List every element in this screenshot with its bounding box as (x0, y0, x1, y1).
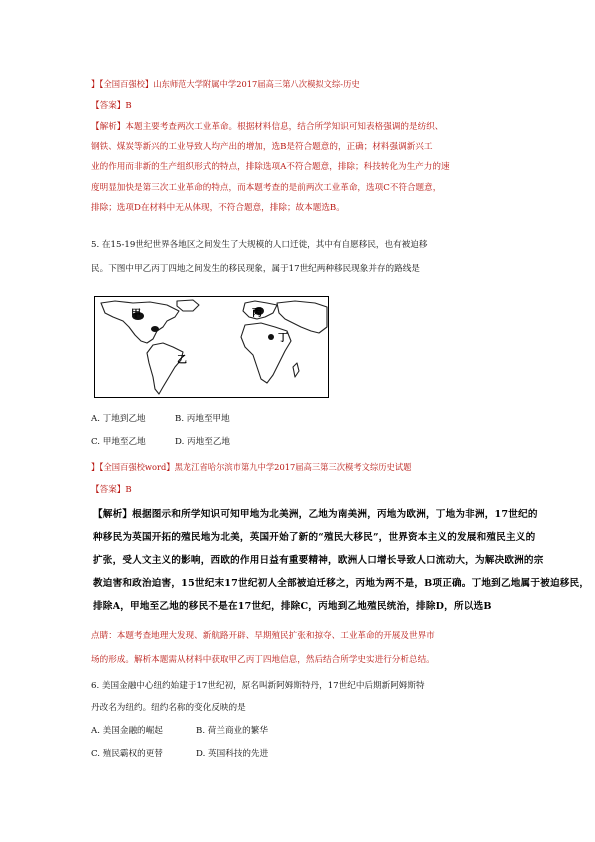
q4-source-header: 】【全国百强校】山东师范大学附属中学2017届高三第八次模拟文综-历史 (91, 79, 360, 89)
q4-analysis-line-1: 【解析】本题主要考查两次工业革命。根据材料信息，结合所学知识可知表格强调的是纺织、 (91, 122, 444, 132)
world-map-figure (94, 296, 329, 398)
q6-stem-line-2: 丹改名为纽约。纽约名称的变化反映的是 (91, 703, 246, 713)
q6-option-c[interactable]: C. 殖民霸权的更替 (91, 749, 163, 759)
q4-analysis-line-4: 度明显加快是第三次工业革命的特点，而本题考查的是前两次工业革命，选项C不符合题意， (91, 183, 442, 193)
q5-tip-line-2: 场的形成。解析本题需从材料中获取甲乙丙丁四地信息，然后结合所学史实进行分析总结。 (91, 655, 435, 665)
q5-option-c[interactable]: C. 甲地至乙地 (91, 437, 146, 447)
q5-analysis-line-2: 种移民为英国开拓的殖民地为北美，英国开始了新的“殖民大移民”，世界资本主义的发展和殖民主义的 (93, 532, 536, 543)
q4-answer-label: 【答案】B (91, 101, 132, 111)
q6-stem-line-1: 6. 美国金融中心纽约始建于17世纪初，原名叫新阿姆斯特丹，17世纪中后期新阿姆斯特 (91, 681, 425, 691)
q5-analysis-line-1: 【解析】根据图示和所学知识可知甲地为北美洲，乙地为南美洲，丙地为欧洲，丁地为非洲，17世纪的 (93, 509, 538, 520)
q5-option-b[interactable]: B. 丙地至甲地 (175, 414, 230, 424)
map-label-yi: 乙 (177, 355, 187, 366)
world-map-drawing (95, 297, 328, 397)
q4-analysis-line-3: 业的作用而非新的生产组织形式的特点，排除选项A不符合题意，排除；科技转化为生产力的速 (91, 162, 450, 172)
south-america-outline (147, 343, 183, 394)
q6-option-a[interactable]: A. 美国金融的崛起 (91, 726, 163, 736)
q5-analysis-line-4: 教迫害和政治迫害，15世纪末17世纪初人全部被迫迁移之，丙地为两不是，B项正确。丁地到乙地属于被迫移民， (93, 578, 590, 589)
africa-outline (241, 323, 291, 383)
q5-answer-label: 【答案】B (91, 485, 132, 495)
map-label-ding: 丁 (278, 333, 288, 344)
q6-option-b[interactable]: B. 荷兰商业的繁华 (196, 726, 268, 736)
q6-option-d[interactable]: D. 英国科技的先进 (196, 749, 269, 759)
greenland-outline (177, 300, 199, 311)
q5-analysis-line-5: 排除A，甲地至乙地的移民不是在17世纪，排除C，丙地到乙地殖民统治，排除D，所以选B (93, 601, 492, 612)
map-label-bing: 丙 (252, 308, 262, 319)
q5-stem-line-2: 民。下图中甲乙丙丁四地之间发生的移民现象，属于17世纪两种移民现象并存的路线是 (91, 264, 420, 274)
q5-option-a[interactable]: A. 丁地到乙地 (91, 414, 146, 424)
q5-analysis-line-3: 扩张，受人文主义的影响，西欧的作用日益有重要精神，欧洲人口增长导致人口流动大，为解决欧洲的宗 (93, 555, 544, 566)
q5-tip-line-1: 点睛：本题考查地理大发现、新航路开辟、早期殖民扩张和掠夺、工业革命的开展及世界市 (91, 631, 435, 641)
madagascar-outline (293, 363, 299, 377)
asia-outline (277, 301, 327, 333)
q4-analysis-line-5: 排除；选项D在材料中无从体现，不符合题意，排除；故本题选B。 (91, 203, 345, 213)
north-america-outline (101, 301, 179, 343)
map-label-jia: 甲 (131, 309, 141, 320)
q5-stem-line-1: 5. 在15-19世纪世界各地区之间发生了大规模的人口迁徙，其中有自愿移民，也有被迫移 (91, 240, 428, 250)
q5-option-d[interactable]: D. 丙地至乙地 (175, 437, 231, 447)
q4-analysis-line-2: 钢铁、煤炭等新兴的工业导致人均产出的增加，选B是符合题意的，正确；材料强调新兴工 (91, 142, 433, 152)
q5-source-header: 】【全国百强校word】黑龙江省哈尔滨市第九中学2017届高三第三次模考文综历史试题 (91, 462, 412, 472)
